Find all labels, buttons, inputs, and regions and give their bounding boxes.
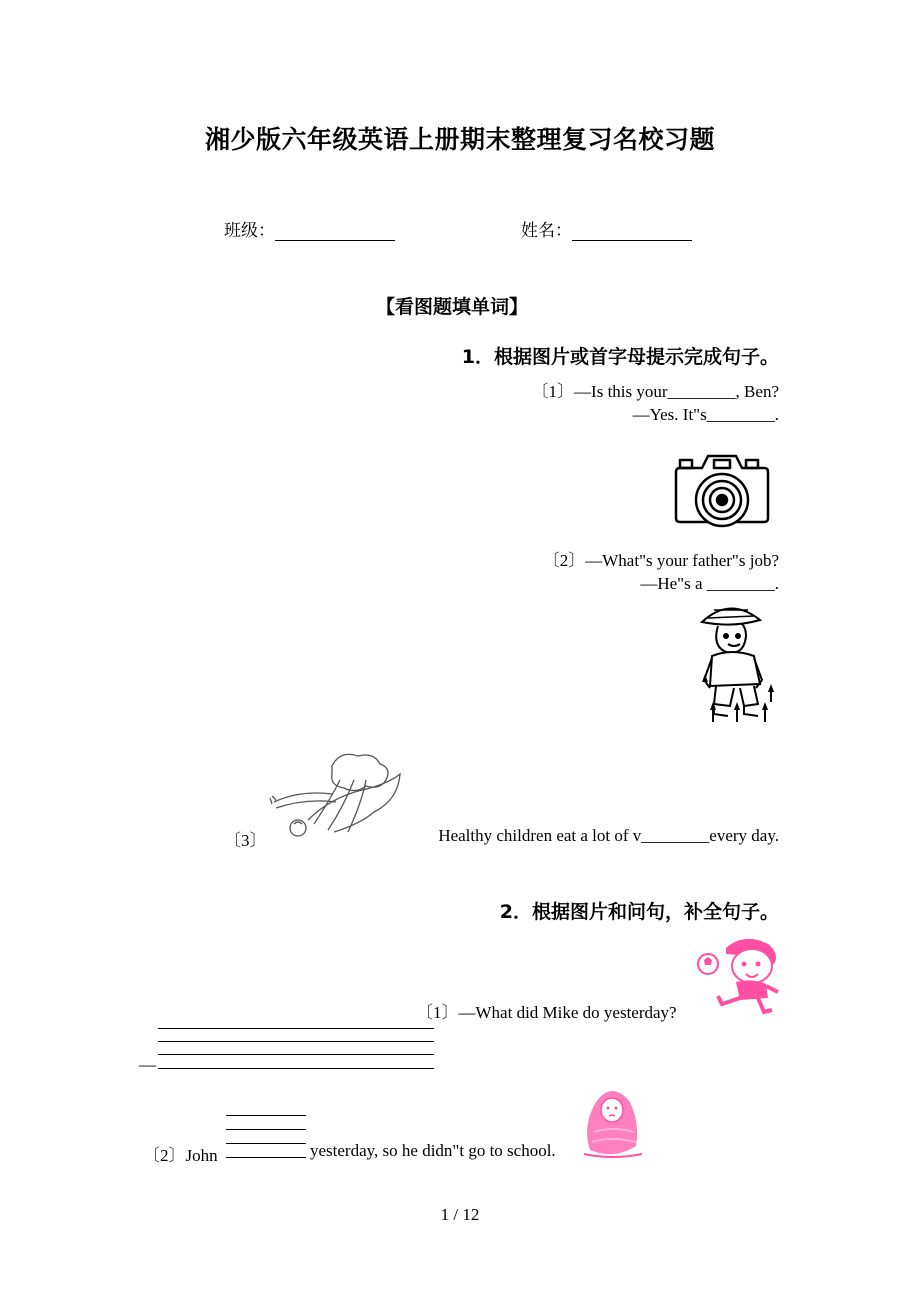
q1-item2-line1: 〔2〕—What"s your father"s job? [542,551,779,570]
page-number: 1 / 12 [440,1205,480,1224]
q1-item1-line2: —Yes. It"s________. [632,405,779,424]
q1-item1-line1: 〔1〕—Is this your________, Ben? [531,382,779,401]
name-label: 姓名： [521,221,572,241]
blank-line-3[interactable] [226,1143,306,1144]
answer-line-2[interactable] [158,1041,434,1042]
camera-icon [674,446,770,536]
q2-item2-suffix: yesterday, so he didn"t go to school. [310,1141,556,1160]
q2-item1-question: 〔1〕—What did Mike do yesterday? [416,1003,677,1022]
class-field [224,216,395,241]
answer-line-1[interactable] [158,1028,434,1029]
sick-girl-icon [580,1084,646,1160]
blank-line-1[interactable] [226,1115,306,1116]
section-heading: 【看图题填单词】 [376,296,529,318]
question-1-heading: 1．根据图片或首字母提示完成句子。 [461,346,779,368]
farmer-icon [696,598,782,740]
class-label: 班级： [224,221,275,241]
page-title: 湘少版六年级英语上册期末整理复习名校习题 [204,125,715,154]
q1-item3-number: 〔3〕 [224,831,267,850]
class-blank[interactable] [275,222,395,241]
vegetables-icon [270,750,410,840]
boy-soccer-icon [696,934,782,1016]
q1-item2-line2: —He"s a ________. [640,574,779,593]
q2-item1-answer-prefix: — [139,1055,156,1074]
name-field [521,216,692,241]
name-blank[interactable] [572,222,692,241]
q1-item3-text: Healthy children eat a lot of v________every day. [438,826,779,845]
question-2-heading: 2．根据图片和问句，补全句子。 [499,901,779,923]
blank-line-2[interactable] [226,1129,306,1130]
answer-line-3[interactable] [158,1054,434,1055]
q2-item2-prefix: 〔2〕John [143,1146,218,1165]
blank-line-4[interactable] [226,1157,306,1158]
answer-line-4[interactable] [158,1068,434,1069]
